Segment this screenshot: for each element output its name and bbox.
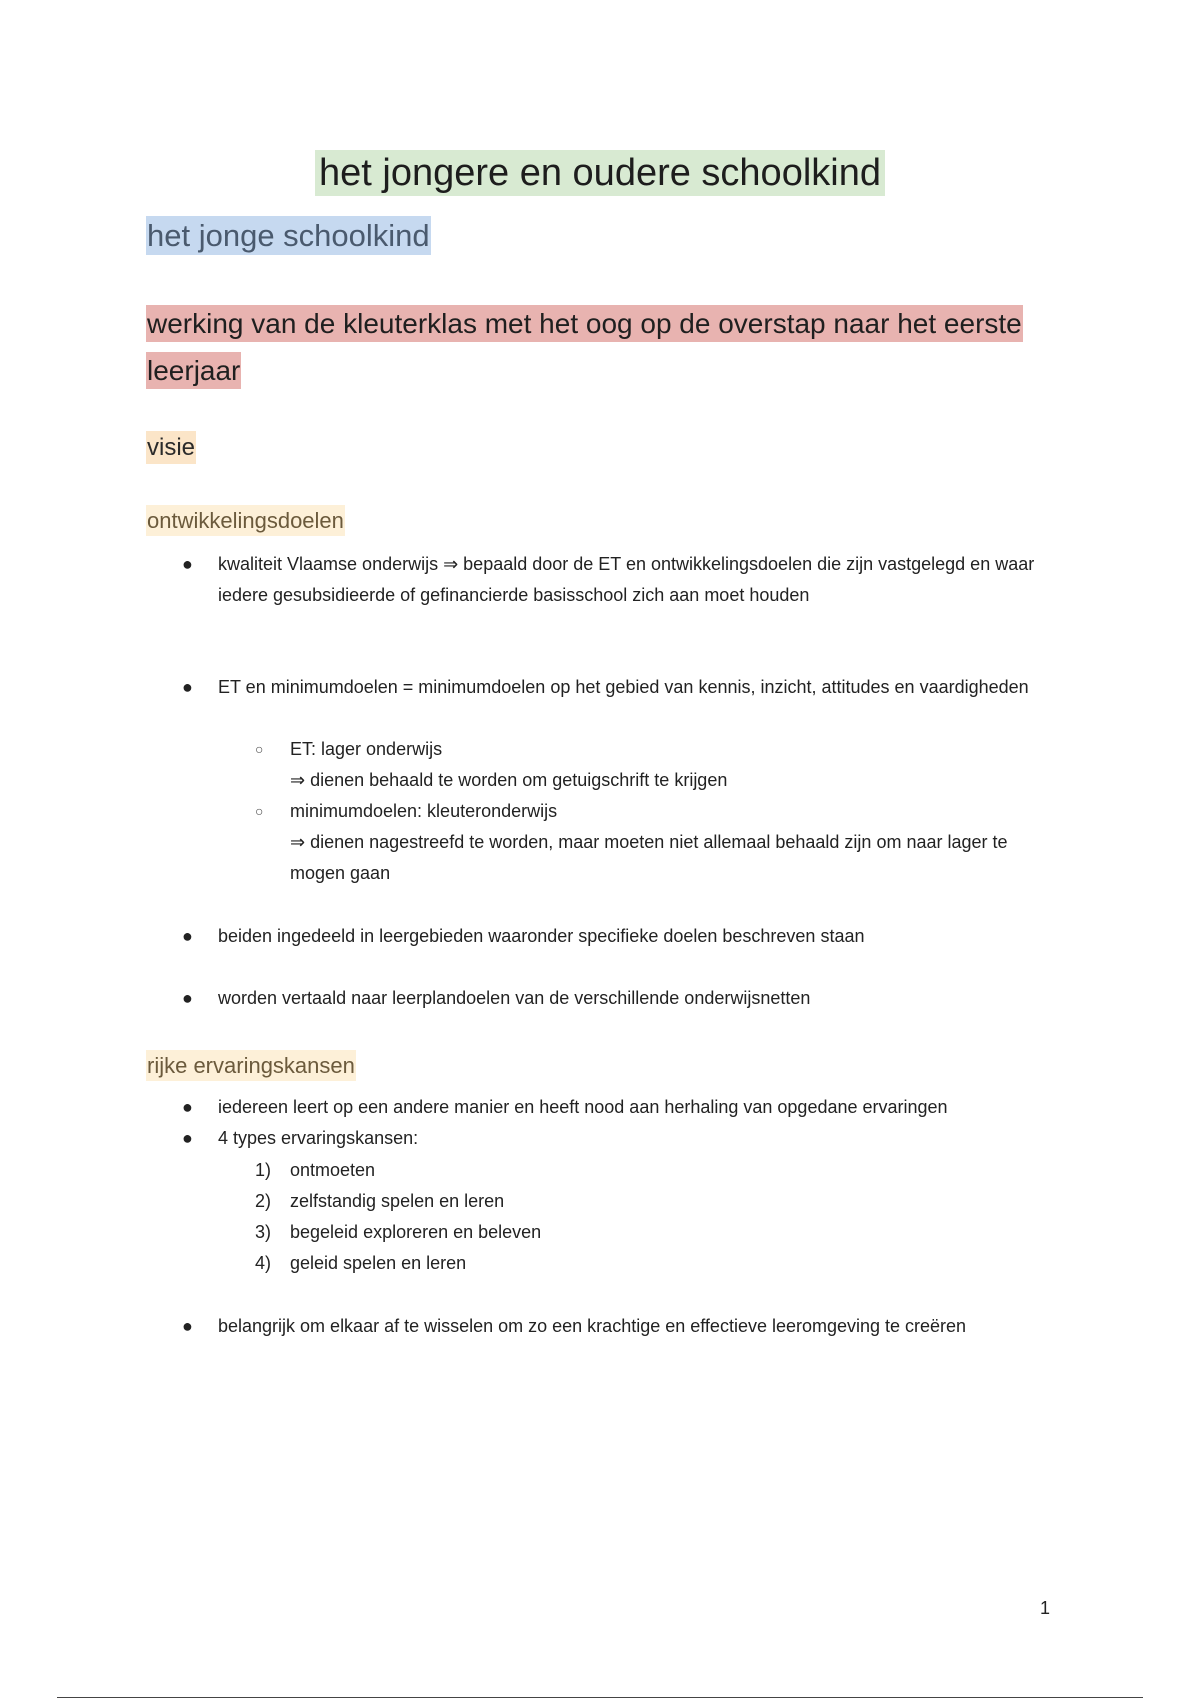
heading-werking-kleuterklas: werking van de kleuterklas met het oog op de overstap naar het eerste leerjaar — [146, 300, 1026, 394]
heading-rijke-ervaringskansen: rijke ervaringskansen — [146, 1050, 356, 1082]
sub-item-detail: ⇒ dienen behaald te worden om getuigschrift te krijgen — [290, 770, 728, 790]
bullet-icon: ● — [182, 988, 193, 1008]
bullet-icon: ● — [182, 926, 193, 946]
bullet-icon: ● — [182, 1097, 193, 1117]
heading-visie: visie — [146, 431, 196, 465]
title-text: het jongere en oudere schoolkind — [315, 150, 885, 196]
heading-jonge-schoolkind: het jonge schoolkind — [147, 218, 430, 253]
bullet-icon: ● — [182, 1128, 193, 1148]
sub-item-label: ET: lager onderwijs — [290, 739, 443, 759]
heading-ontwikkelingsdoelen: ontwikkelingsdoelen — [146, 505, 345, 537]
sub-item-label: minimumdoelen: kleuteronderwijs — [290, 801, 558, 821]
document-page: het jongere en oudere schoolkind het jonge schoolkind werking van de kleuterklas met het oog op de overstap naar het eerste leerjaar visie ontwikkelingsdoelen ● kwaliteit Vlaamse onderwijs ⇒ bepaald door de ET en ontwikkelingsdoelen die zijn vastgelegd en waar iedere gesubsidieerde of gefinancierde basisschool zich aan moet houden ● ET en minimumdoelen = minimumdoelen op het gebied van kennis, inzicht, attitudes en vaardigheden ○ ET: lager onderwijs ⇒ dienen behaald te worden om getuigschrift te krijgen ○ minimumdoelen: kleuteronderwijs ⇒ dienen nagestreefd te worden, maar moeten niet allemaal behaald zijn om naar lager te mogen gaan ● beiden ingedeeld in leergebieden waaronder specifieke doelen beschreven staan ● worden vertaald naar leerplandoelen van de verschillende onderwijsnetten rijke ervaringskansen ● iedereen leert op een andere manier en heeft nood aan herhaling van opgedane ervaringen ● 4 types ervaringskansen: 1) ontmoeten 2) zelfstandig spelen en leren 3) begeleid exploreren en beleven 4) geleid spelen en leren ● belangrijk om elkaar af te wisselen om zo een krachtige en effectieve leeromgeving te creëren 1 — [0, 0, 1200, 1700]
page-number: 1 — [1040, 1598, 1051, 1618]
bullet-icon: ● — [182, 677, 193, 697]
bullet-icon: ● — [182, 1316, 193, 1336]
document-title — [0, 146, 1200, 200]
circle-bullet-icon: ○ — [255, 803, 264, 819]
footer-divider — [57, 1697, 1143, 1698]
bullet-icon: ● — [182, 554, 193, 574]
circle-bullet-icon: ○ — [255, 741, 264, 757]
sub-item-detail: ⇒ dienen nagestreefd te worden, maar moeten niet allemaal behaald zijn om naar lager te mogen gaan — [290, 832, 1008, 883]
